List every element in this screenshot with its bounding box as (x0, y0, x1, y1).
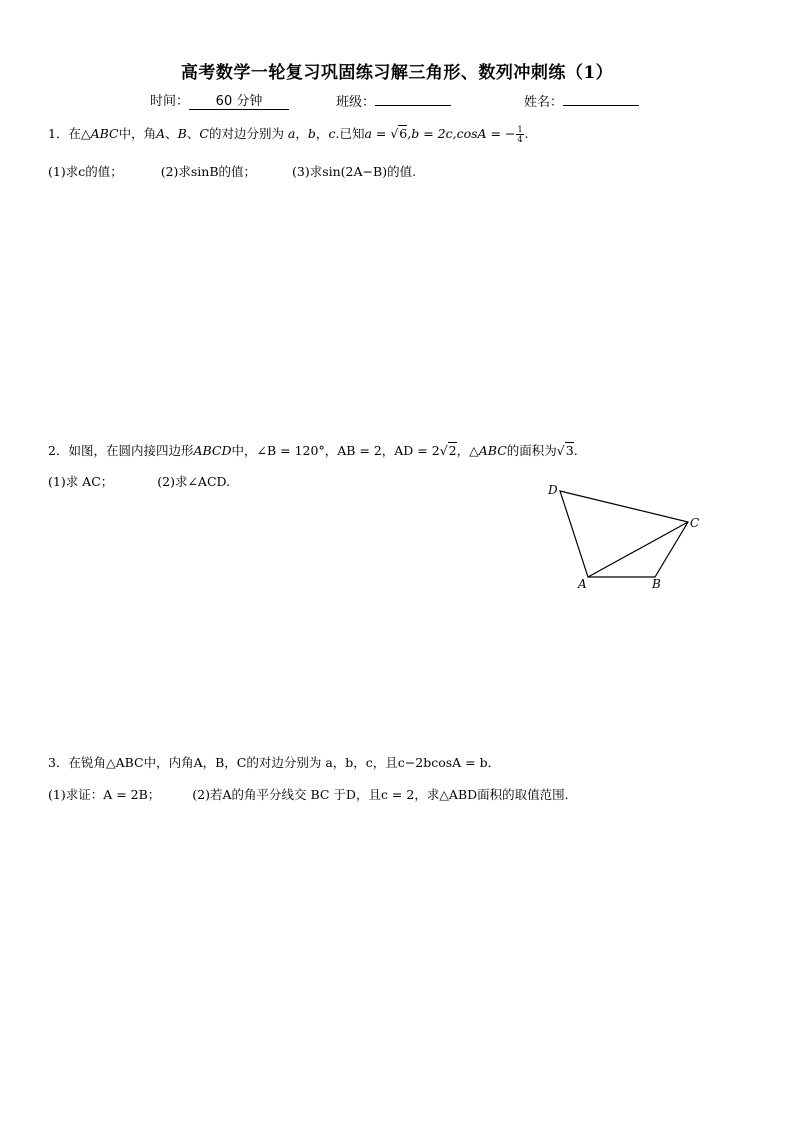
quadrilateral-abcd (560, 491, 688, 577)
time-label: 时间： (150, 94, 190, 109)
q2-part1: (1)求 AC； (48, 474, 114, 489)
quadrilateral-diagram (540, 478, 710, 593)
q1-stem: 1．在△ABC中，角A、B、C的对边分别为 a，b，c.已知a = √6,b = 2c,cosA = − $\frac{1}{4}$ . (48, 125, 529, 144)
name-label: 姓名： (524, 95, 564, 110)
class-label: 班级： (336, 95, 376, 110)
q3-part2: (2)若A的角平分线交 BC 于D，且c = 2，求△ABD面积的取值范围． (192, 787, 578, 802)
time-value: 60 分钟 (189, 94, 289, 110)
q3-parts (48, 785, 577, 803)
q2-parts (48, 472, 230, 490)
q1-part1: (1)求c的值； (48, 164, 123, 179)
diagonal-ac (588, 522, 688, 577)
q2-number: 2． (48, 443, 69, 458)
label-b: B (652, 577, 661, 591)
label-c: C (690, 516, 700, 530)
time-field (150, 90, 289, 110)
class-blank[interactable] (375, 90, 451, 106)
label-d: D (548, 483, 558, 497)
quadrilateral-figure (540, 478, 710, 593)
q2-stem: 2．如图，在圆内接四边形ABCD中，∠B = 120°，AB = 2，AD = 2√2，△ABC的面积为√3. (48, 443, 578, 458)
q1-part3: (3)求sin(2A−B)的值. (292, 164, 417, 179)
q3-part1: (1)求证：A = 2B； (48, 787, 161, 802)
label-a: A (578, 577, 587, 591)
q1-part2: (2)求sinB的值； (160, 164, 257, 179)
name-field (524, 90, 639, 110)
q1-fraction: $\frac{1}{4}$ (517, 125, 523, 144)
q2-part2: (2)求∠ACD. (157, 474, 231, 489)
q1-number: 1． (48, 126, 69, 141)
q3-stem: 3．在锐角△ABC中，内角A，B，C的对边分别为 a，b，c，且c−2bcosA = b． (48, 755, 501, 770)
class-field (336, 90, 451, 110)
q1-parts (48, 162, 416, 180)
name-blank[interactable] (563, 90, 639, 106)
q3-number: 3． (48, 755, 69, 770)
page-title: 高考数学一轮复习巩固练习解三角形、数列冲刺练（1） (180, 63, 614, 83)
